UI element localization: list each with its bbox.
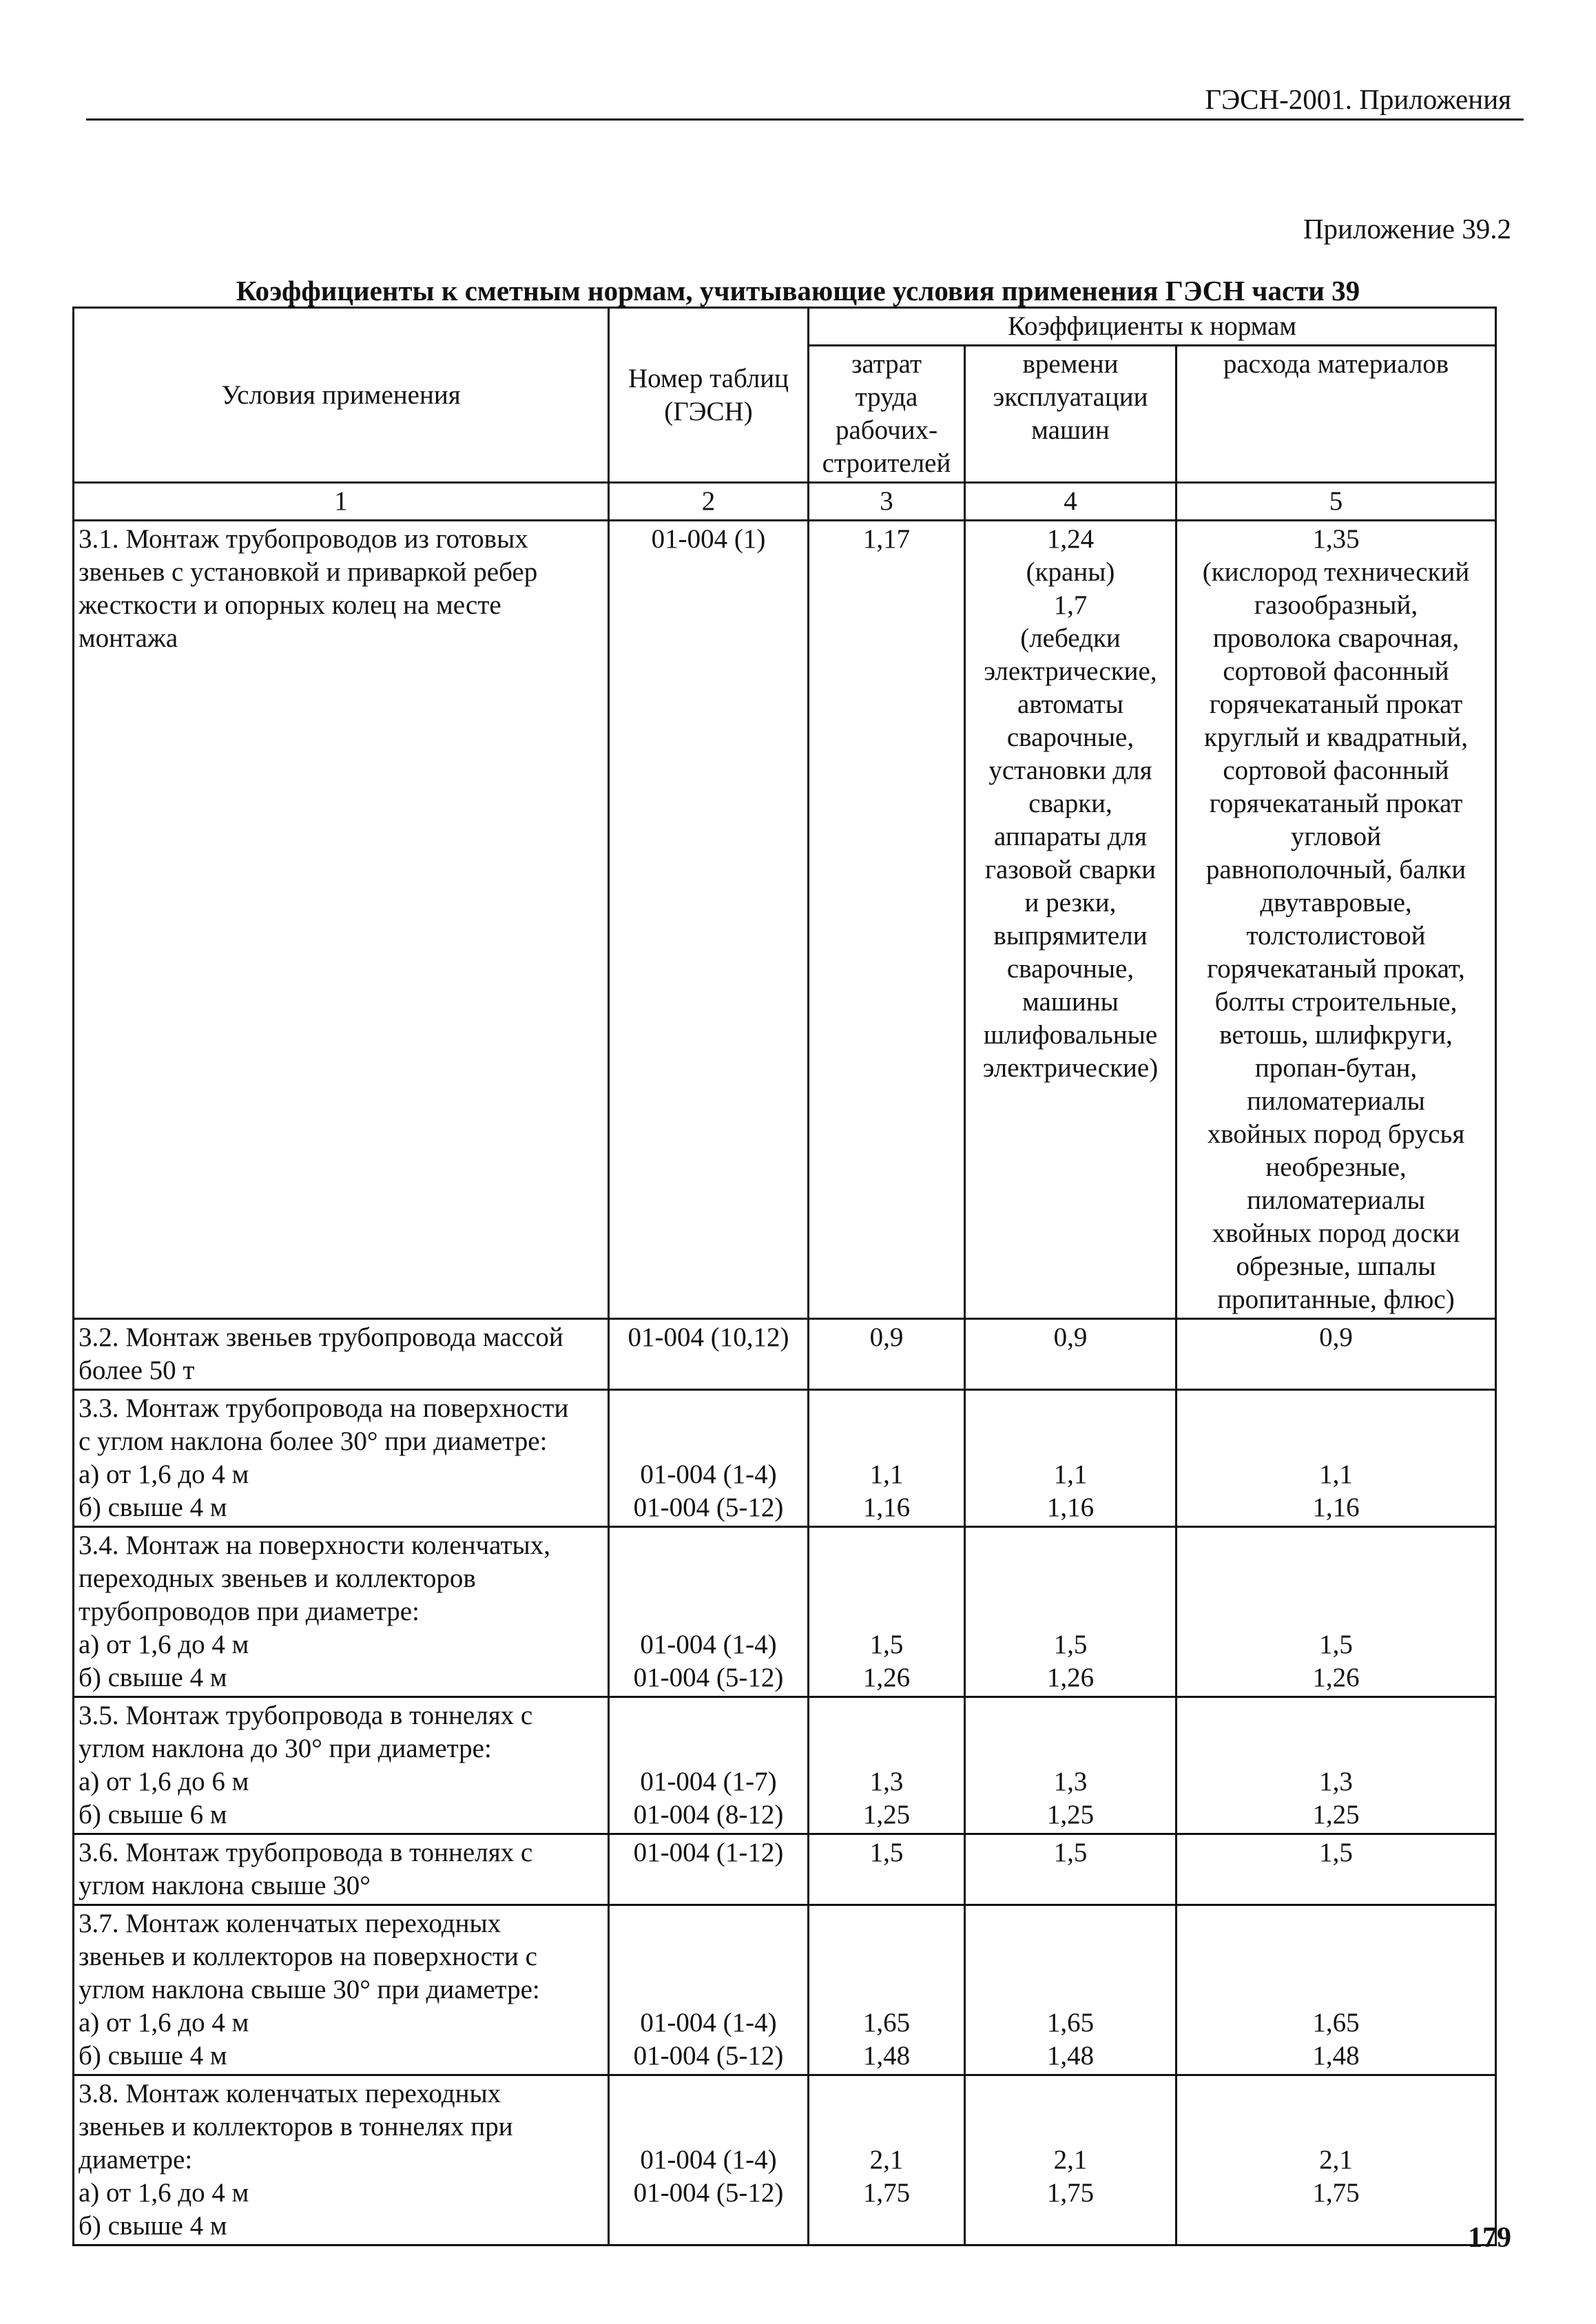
cell-table-number [609, 1834, 809, 1905]
cell-table-number-line [614, 1732, 803, 1765]
cell-materials-coef [1177, 1390, 1496, 1527]
cell-condition [74, 1390, 609, 1527]
cell-materials-coef-line [1181, 1973, 1491, 2006]
cell-materials-coef [1177, 1834, 1496, 1905]
cell-machines-coef-line: 1,3 [1053, 1767, 1088, 1796]
cell-materials-coef-line: пиломатериалы [1247, 1086, 1425, 1116]
cell-condition-line: 3.5. Монтаж трубопровода в тоннелях с [79, 1701, 533, 1730]
cell-labor-coef-line: 1,17 [862, 524, 911, 554]
cell-table-number-line: 01-004 (1-4) [640, 1460, 777, 1489]
cell-machines-coef-line: (краны) [1026, 557, 1115, 587]
cell-labor-coef-line [813, 1529, 960, 1562]
cell-machines-coef-line: сварочные, [1006, 723, 1134, 752]
cell-machines-coef-line: 1,5 [1053, 1838, 1088, 1867]
cell-condition-line: углом наклона до 30° при диаметре: [79, 1734, 492, 1763]
cell-materials-coef-line: (кислород технический [1202, 557, 1470, 587]
cell-materials-coef-line: горячекатаный прокат [1209, 689, 1463, 719]
cell-condition-line: трубопроводов при диаметре: [79, 1597, 419, 1626]
cell-table-number-line [614, 1425, 803, 1458]
cell-machines-coef [965, 521, 1177, 1319]
cell-condition-line: звеньев и коллекторов в тоннелях при [79, 2112, 513, 2141]
cell-table-number-line: 01-004 (8-12) [633, 1800, 784, 1829]
cell-machines-coef-line: газовой сварки [984, 855, 1157, 884]
cell-materials-coef-line: сортовой фасонный [1223, 656, 1449, 686]
cell-materials-coef-line: пропан-бутан, [1254, 1053, 1418, 1083]
cell-materials-coef-line: сортовой фасонный [1223, 756, 1449, 785]
table-row [74, 1905, 1496, 2075]
cell-materials-coef-line: пиломатериалы [1247, 1185, 1425, 1215]
cell-labor-coef-line: 1,1 [869, 1460, 904, 1489]
cell-machines-coef-line: 1,7 [1053, 590, 1088, 620]
cell-labor-coef [809, 1905, 965, 2075]
cell-materials-coef-line [1181, 2110, 1491, 2144]
cell-condition-line: а) от 1,6 до 4 м [79, 2178, 249, 2208]
cell-materials-coef-line: 1,5 [1319, 1838, 1353, 1867]
cell-table-number-line [614, 2077, 803, 2110]
cell-machines-coef [965, 1834, 1177, 1905]
cell-materials-coef [1177, 1697, 1496, 1834]
header-table-number-line: Номер таблиц [628, 363, 789, 393]
cell-machines-coef-line: сварки, [1028, 789, 1112, 818]
cell-condition-line: б) свыше 4 м [79, 1493, 227, 1522]
cell-table-number-line: 01-004 (5-12) [633, 1493, 784, 1522]
cell-machines-coef-line [970, 1562, 1171, 1595]
cell-materials-coef-line: равнополочный, балки [1205, 855, 1467, 884]
cell-machines-coef-line [970, 2110, 1171, 2144]
cell-condition-line: диаметре: [79, 2145, 193, 2175]
cell-materials-coef-line: 1,3 [1319, 1767, 1353, 1796]
cell-materials-coef-line: проволока сварочная, [1212, 623, 1460, 653]
cell-machines-coef-line [970, 1732, 1171, 1765]
cell-machines-coef-line: электрические) [982, 1053, 1159, 1083]
cell-materials-coef-line [1181, 1907, 1491, 1940]
cell-machines-coef-line: установки для [988, 756, 1152, 785]
cell-materials-coef [1177, 1527, 1496, 1697]
cell-materials-coef-line: ветошь, шлифкруги, [1219, 1020, 1453, 1050]
cell-table-number [609, 521, 809, 1319]
header-machines-line: времени [1022, 349, 1119, 379]
cell-condition-line: 3.4. Монтаж на поверхности коленчатых, [79, 1531, 550, 1560]
cell-condition [74, 521, 609, 1319]
appendix-label: Приложение 39.2 [1303, 213, 1511, 245]
cell-machines-coef-line: выпрямители [993, 921, 1148, 951]
cell-table-number-line [614, 1699, 803, 1732]
column-numbers-row [74, 483, 1496, 521]
table-row [74, 1390, 1496, 1527]
cell-labor-coef-line [813, 1425, 960, 1458]
cell-condition-line: а) от 1,6 до 4 м [79, 2008, 249, 2037]
header-table-number [609, 308, 809, 483]
cell-materials-coef-line [1181, 1699, 1491, 1732]
cell-materials-coef-line: 1,25 [1312, 1800, 1360, 1829]
cell-condition-line: жесткости и опорных колец на месте [79, 590, 501, 620]
cell-condition-line: б) свыше 4 м [79, 2211, 227, 2241]
cell-condition-line: 3.7. Монтаж коленчатых переходных [79, 1909, 501, 1938]
cell-materials-coef-line: 1,48 [1312, 2041, 1360, 2071]
cell-labor-coef-line: 1,16 [862, 1493, 911, 1522]
header-machines-line: машин [1031, 415, 1110, 445]
cell-labor-coef-line: 1,48 [862, 2041, 911, 2071]
cell-materials-coef-line: 1,35 [1312, 524, 1360, 554]
table-title: Коэффициенты к сметным нормам, учитывающие условия применения ГЭСН части 39 [236, 275, 1360, 307]
cell-materials-coef-line [1181, 1595, 1491, 1628]
cell-table-number-line [614, 1907, 803, 1940]
cell-labor-coef [809, 1834, 965, 1905]
cell-condition-line: с углом наклона более 30° при диаметре: [79, 1426, 548, 1456]
cell-labor-coef-line: 2,1 [869, 2145, 904, 2175]
header-conditions: Условия применения [74, 308, 609, 483]
cell-labor-coef-line [813, 2110, 960, 2144]
cell-materials-coef-line [1181, 1529, 1491, 1562]
cell-condition [74, 1905, 609, 2075]
cell-labor-coef-line: 1,5 [869, 1630, 904, 1659]
cell-table-number-line [614, 1940, 803, 1973]
cell-machines-coef [965, 1697, 1177, 1834]
cell-machines-coef-line: аппараты для [994, 822, 1147, 851]
cell-materials-coef-line: 1,5 [1319, 1630, 1353, 1659]
header-labor-line: труда [855, 382, 918, 412]
cell-materials-coef-line: 2,1 [1319, 2145, 1353, 2175]
cell-condition-line: а) от 1,6 до 4 м [79, 1630, 249, 1659]
cell-materials-coef-line: газообразный, [1254, 590, 1418, 620]
cell-machines-coef-line: 1,16 [1046, 1493, 1095, 1522]
cell-machines-coef-line: и резки, [1024, 888, 1117, 917]
cell-labor-coef-line: 1,75 [862, 2178, 911, 2208]
cell-materials-coef-line: 1,75 [1312, 2178, 1360, 2208]
cell-machines-coef-line [970, 1973, 1171, 2006]
cell-table-number-line [614, 1529, 803, 1562]
cell-table-number-line [614, 1973, 803, 2006]
table-row [74, 1697, 1496, 1834]
header-labor-line: строителей [822, 448, 951, 478]
column-number: 1 [74, 483, 609, 521]
cell-condition-line: б) свыше 6 м [79, 1800, 227, 1829]
cell-table-number [609, 1697, 809, 1834]
cell-condition [74, 1834, 609, 1905]
cell-condition [74, 2075, 609, 2245]
cell-materials-coef [1177, 1319, 1496, 1390]
cell-labor-coef [809, 521, 965, 1319]
cell-labor-coef-line [813, 1732, 960, 1765]
cell-machines-coef-line: 1,48 [1046, 2041, 1095, 2071]
cell-materials-coef-line: двутавровые, [1260, 888, 1412, 917]
cell-machines-coef-line [970, 1595, 1171, 1628]
cell-labor-coef-line: 1,25 [862, 1800, 911, 1829]
cell-labor-coef [809, 1319, 965, 1390]
cell-condition-line: б) свыше 4 м [79, 1663, 227, 1692]
cell-materials-coef-line: горячекатаный прокат [1209, 789, 1463, 818]
cell-condition-line: 3.2. Монтаж звеньев трубопровода массой [79, 1322, 563, 1352]
cell-materials-coef-line: необрезные, [1265, 1152, 1407, 1182]
cell-condition-line: углом наклона свыше 30° при диаметре: [79, 1975, 540, 2004]
cell-machines-coef [965, 1390, 1177, 1527]
cell-condition-line: 3.3. Монтаж трубопровода на поверхности [79, 1393, 569, 1423]
table-row [74, 521, 1496, 1319]
cell-condition [74, 1319, 609, 1390]
coefficients-table [72, 307, 1497, 2246]
cell-machines-coef [965, 2075, 1177, 2245]
cell-table-number [609, 1390, 809, 1527]
cell-machines-coef-line: сварочные, [1006, 954, 1134, 984]
cell-table-number-line: 01-004 (1) [651, 524, 766, 554]
cell-labor-coef-line: 1,65 [862, 2008, 911, 2037]
cell-labor-coef-line: 1,3 [869, 1767, 904, 1796]
column-number: 2 [609, 483, 809, 521]
cell-machines-coef-line: 1,24 [1046, 524, 1095, 554]
cell-condition-line: углом наклона свыше 30° [79, 1871, 371, 1900]
cell-table-number-line: 01-004 (1-4) [640, 2008, 777, 2037]
cell-materials-coef-line: хвойных пород брусья [1207, 1119, 1465, 1149]
header-materials: расхода материалов [1177, 346, 1496, 483]
cell-condition-line: монтажа [79, 623, 178, 653]
cell-machines-coef-line [970, 2077, 1171, 2110]
header-rule [86, 118, 1524, 121]
cell-machines-coef-line [970, 1940, 1171, 1973]
cell-labor-coef [809, 1527, 965, 1697]
cell-labor-coef-line [813, 1595, 960, 1628]
cell-condition-line: а) от 1,6 до 6 м [79, 1767, 249, 1796]
header-machines-line: эксплуатации [993, 382, 1148, 412]
header-table-number-line: (ГЭСН) [664, 396, 753, 426]
cell-table-number-line: 01-004 (1-4) [640, 2145, 777, 2175]
table-row [74, 2075, 1496, 2245]
cell-table-number-line [614, 1562, 803, 1595]
cell-materials-coef-line: 1,26 [1312, 1663, 1360, 1692]
table-body [74, 521, 1496, 2245]
cell-table-number [609, 2075, 809, 2245]
table-row [74, 1319, 1496, 1390]
cell-machines-coef-line [970, 1425, 1171, 1458]
cell-machines-coef-line: 1,75 [1046, 2178, 1095, 2208]
header-labor-line: рабочих- [835, 415, 938, 445]
cell-table-number-line [614, 1392, 803, 1425]
cell-materials-coef [1177, 521, 1496, 1319]
cell-machines-coef-line: машины [1022, 987, 1119, 1017]
cell-materials-coef-line: 1,65 [1312, 2008, 1360, 2037]
cell-condition-line: 3.1. Монтаж трубопроводов из готовых [79, 524, 528, 554]
cell-labor-coef [809, 1697, 965, 1834]
cell-machines-coef-line: 1,1 [1053, 1460, 1088, 1489]
cell-machines-coef-line: автоматы [1017, 689, 1123, 719]
cell-labor-coef-line [813, 1392, 960, 1425]
cell-condition-line: 3.8. Монтаж коленчатых переходных [79, 2079, 501, 2108]
cell-labor-coef [809, 2075, 965, 2245]
cell-table-number-line [614, 1595, 803, 1628]
cell-machines-coef [965, 1319, 1177, 1390]
cell-materials-coef [1177, 2075, 1496, 2245]
cell-materials-coef [1177, 1905, 1496, 2075]
cell-condition-line: 3.6. Монтаж трубопровода в тоннелях с [79, 1838, 533, 1867]
cell-table-number [609, 1905, 809, 2075]
cell-machines-coef-line [970, 1392, 1171, 1425]
column-number: 3 [809, 483, 965, 521]
cell-materials-coef-line [1181, 1562, 1491, 1595]
cell-table-number-line [614, 2110, 803, 2144]
cell-machines-coef-line: 2,1 [1053, 2145, 1088, 2175]
cell-machines-coef-line: шлифовальные [983, 1020, 1158, 1050]
cell-labor-coef-line [813, 1562, 960, 1595]
cell-table-number [609, 1319, 809, 1390]
cell-materials-coef-line: 1,1 [1319, 1460, 1353, 1489]
cell-materials-coef-line: толстолистовой [1246, 921, 1426, 951]
column-number: 4 [965, 483, 1177, 521]
cell-table-number-line: 01-004 (10,12) [628, 1322, 789, 1352]
running-header: ГЭСН-2001. Приложения [1205, 83, 1511, 115]
cell-labor-coef-line [813, 2077, 960, 2110]
table-row [74, 1834, 1496, 1905]
page-number: 179 [1468, 2222, 1511, 2254]
cell-materials-coef-line [1181, 2077, 1491, 2110]
cell-materials-coef-line [1181, 1732, 1491, 1765]
cell-machines-coef-line [970, 1907, 1171, 1940]
cell-condition [74, 1697, 609, 1834]
cell-table-number-line: 01-004 (5-12) [633, 1663, 784, 1692]
cell-condition [74, 1527, 609, 1697]
cell-materials-coef-line: угловой [1291, 822, 1382, 851]
header-machines [965, 346, 1177, 483]
cell-materials-coef-line: пропитанные, флюс) [1217, 1285, 1455, 1314]
cell-machines-coef-line: (лебедки [1020, 623, 1121, 653]
header-labor-line: затрат [851, 349, 922, 379]
cell-table-number-line: 01-004 (5-12) [633, 2178, 784, 2208]
cell-materials-coef-line [1181, 1425, 1491, 1458]
cell-condition-line: переходных звеньев и коллекторов [79, 1564, 476, 1593]
cell-condition-line: более 50 т [79, 1356, 195, 1385]
cell-machines-coef-line: 1,5 [1053, 1630, 1088, 1659]
table-header [74, 308, 1496, 521]
cell-condition-line: б) свыше 4 м [79, 2041, 227, 2071]
cell-materials-coef-line: горячекатаный прокат, [1207, 954, 1465, 984]
cell-machines-coef [965, 1905, 1177, 2075]
cell-machines-coef-line [970, 1699, 1171, 1732]
cell-machines-coef-line: 0,9 [1053, 1322, 1088, 1352]
cell-materials-coef-line [1181, 1940, 1491, 1973]
cell-machines-coef-line: электрические, [984, 656, 1157, 686]
cell-table-number [609, 1527, 809, 1697]
header-labor [809, 346, 965, 483]
cell-materials-coef-line: болты строительные, [1214, 987, 1458, 1017]
cell-machines-coef-line: 1,65 [1046, 2008, 1095, 2037]
cell-machines-coef-line [970, 1529, 1171, 1562]
cell-table-number-line: 01-004 (1-12) [633, 1838, 784, 1867]
cell-materials-coef-line: 0,9 [1319, 1322, 1353, 1352]
cell-table-number-line: 01-004 (1-4) [640, 1630, 777, 1659]
cell-machines-coef-line: 1,25 [1046, 1800, 1095, 1829]
cell-labor-coef-line [813, 1699, 960, 1732]
cell-labor-coef-line: 0,9 [869, 1322, 904, 1352]
cell-labor-coef-line [813, 1973, 960, 2006]
cell-machines-coef-line: 1,26 [1046, 1663, 1095, 1692]
cell-labor-coef-line: 1,26 [862, 1663, 911, 1692]
table-row [74, 1527, 1496, 1697]
cell-condition-line: звеньев и коллекторов на поверхности с [79, 1942, 537, 1971]
cell-materials-coef-line: 1,16 [1312, 1493, 1360, 1522]
header-coefficients: Коэффициенты к нормам [809, 308, 1496, 346]
cell-condition-line: а) от 1,6 до 4 м [79, 1460, 249, 1489]
cell-materials-coef-line: круглый и квадратный, [1204, 723, 1468, 752]
cell-labor-coef [809, 1390, 965, 1527]
cell-table-number-line: 01-004 (1-7) [640, 1767, 777, 1796]
cell-labor-coef-line: 1,5 [869, 1838, 904, 1867]
cell-materials-coef-line: хвойных пород доски [1212, 1218, 1460, 1248]
cell-materials-coef-line [1181, 1392, 1491, 1425]
column-number: 5 [1177, 483, 1496, 521]
cell-labor-coef-line [813, 1907, 960, 1940]
cell-machines-coef [965, 1527, 1177, 1697]
cell-materials-coef-line: обрезные, шпалы [1236, 1252, 1436, 1281]
cell-table-number-line: 01-004 (5-12) [633, 2041, 784, 2071]
cell-labor-coef-line [813, 1940, 960, 1973]
cell-condition-line: звеньев с установкой и приваркой ребер [79, 557, 538, 587]
